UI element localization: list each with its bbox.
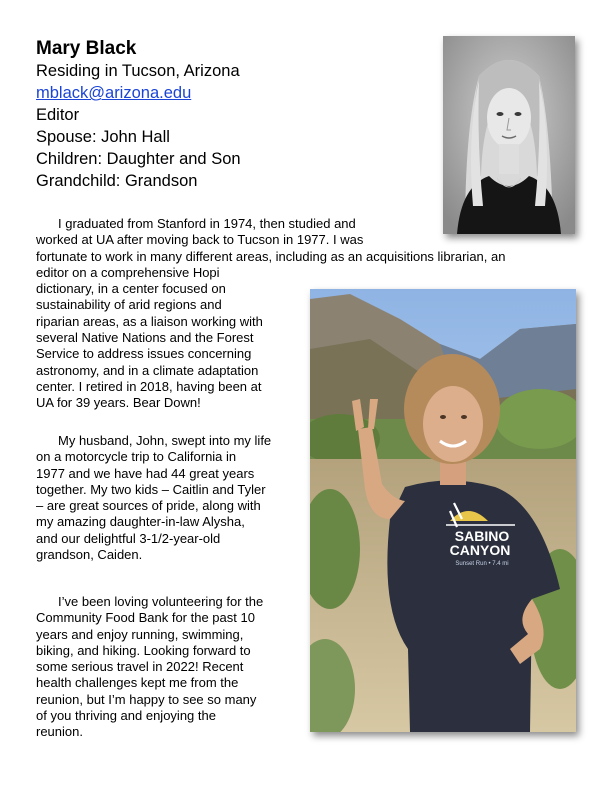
bio-line bbox=[36, 433, 298, 449]
bio-paragraph-family bbox=[36, 433, 298, 563]
shirt-text-line-2: CANYON bbox=[449, 542, 511, 558]
bio-line: together. My two kids – Caitlin and Tyler bbox=[36, 481, 266, 497]
bio-line: on a motorcycle trip to California in bbox=[36, 449, 237, 465]
bio-line-text: I’ve been loving volunteering for the bbox=[58, 594, 264, 609]
bio-line: health challenges kept me from the bbox=[36, 675, 239, 691]
bio-line: 1977 and we have had 44 great years bbox=[36, 465, 255, 481]
residence-line: Residing in Tucson, Arizona bbox=[36, 62, 240, 80]
bio-line: grandson, Caiden. bbox=[36, 547, 143, 563]
spouse-line: Spouse: John Hall bbox=[36, 128, 170, 146]
bio-line bbox=[36, 216, 576, 232]
bio-line: Service to address issues concerning bbox=[36, 346, 252, 362]
bio-line: reunion. bbox=[36, 724, 83, 740]
bio-line: biking, and hiking. Looking forward to bbox=[36, 642, 251, 658]
bio-line: of you thriving and enjoying the bbox=[36, 708, 216, 724]
bio-line bbox=[36, 594, 298, 610]
yearbook-portrait-photo bbox=[443, 36, 575, 234]
bio-line: astronomy, and in a climate adaptation bbox=[36, 362, 259, 378]
bio-line: worked at UA after moving back to Tucson in 1977. I was bbox=[36, 232, 364, 248]
bio-line: dictionary, in a center focused on bbox=[36, 281, 226, 297]
bio-line: center. I retired in 2018, having been at bbox=[36, 378, 262, 394]
person-name: Mary Black bbox=[36, 38, 137, 59]
bio-line: sustainability of arid regions and bbox=[36, 297, 222, 313]
bio-line: reunion, but I’m happy to see so many bbox=[36, 691, 257, 707]
shirt-text-line-1: SABINO bbox=[454, 528, 510, 544]
bio-paragraph-career bbox=[36, 216, 576, 412]
bio-line: fortunate to work in many different areas, including as an acquisitions librarian, an bbox=[36, 248, 506, 264]
bio-line-text: My husband, John, swept into my life bbox=[58, 433, 272, 448]
bio-paragraph-hobbies bbox=[36, 594, 298, 741]
shirt-text-line-3: Sunset Run • 7.4 mi bbox=[455, 561, 509, 567]
bio-line: some serious travel in 2022! Recent bbox=[36, 659, 244, 675]
grandchild-line: Grandchild: Grandson bbox=[36, 172, 198, 190]
children-line: Children: Daughter and Son bbox=[36, 150, 241, 168]
bio-line: years and enjoy running, swimming, bbox=[36, 626, 244, 642]
bio-line: – are great sources of pride, along with bbox=[36, 498, 261, 514]
profile-header bbox=[36, 38, 416, 192]
bio-line: riparian areas, as a liaison working with bbox=[36, 313, 263, 329]
occupation-line: Editor bbox=[36, 106, 80, 124]
bio-line: UA for 39 years. Bear Down! bbox=[36, 395, 201, 411]
bio-line-text: I graduated from Stanford in 1974, then studied and bbox=[58, 216, 356, 231]
bio-line: several Native Nations and the Forest bbox=[36, 330, 254, 346]
email-line bbox=[36, 82, 416, 104]
email-link[interactable]: mblack@arizona.edu bbox=[36, 84, 192, 102]
bio-line: Community Food Bank for the past 10 bbox=[36, 610, 255, 626]
bio-line: and our delightful 3-1/2-year-old bbox=[36, 530, 221, 546]
bio-line: editor on a comprehensive Hopi bbox=[36, 264, 220, 280]
bio-line: my amazing daughter-in-law Alysha, bbox=[36, 514, 245, 530]
